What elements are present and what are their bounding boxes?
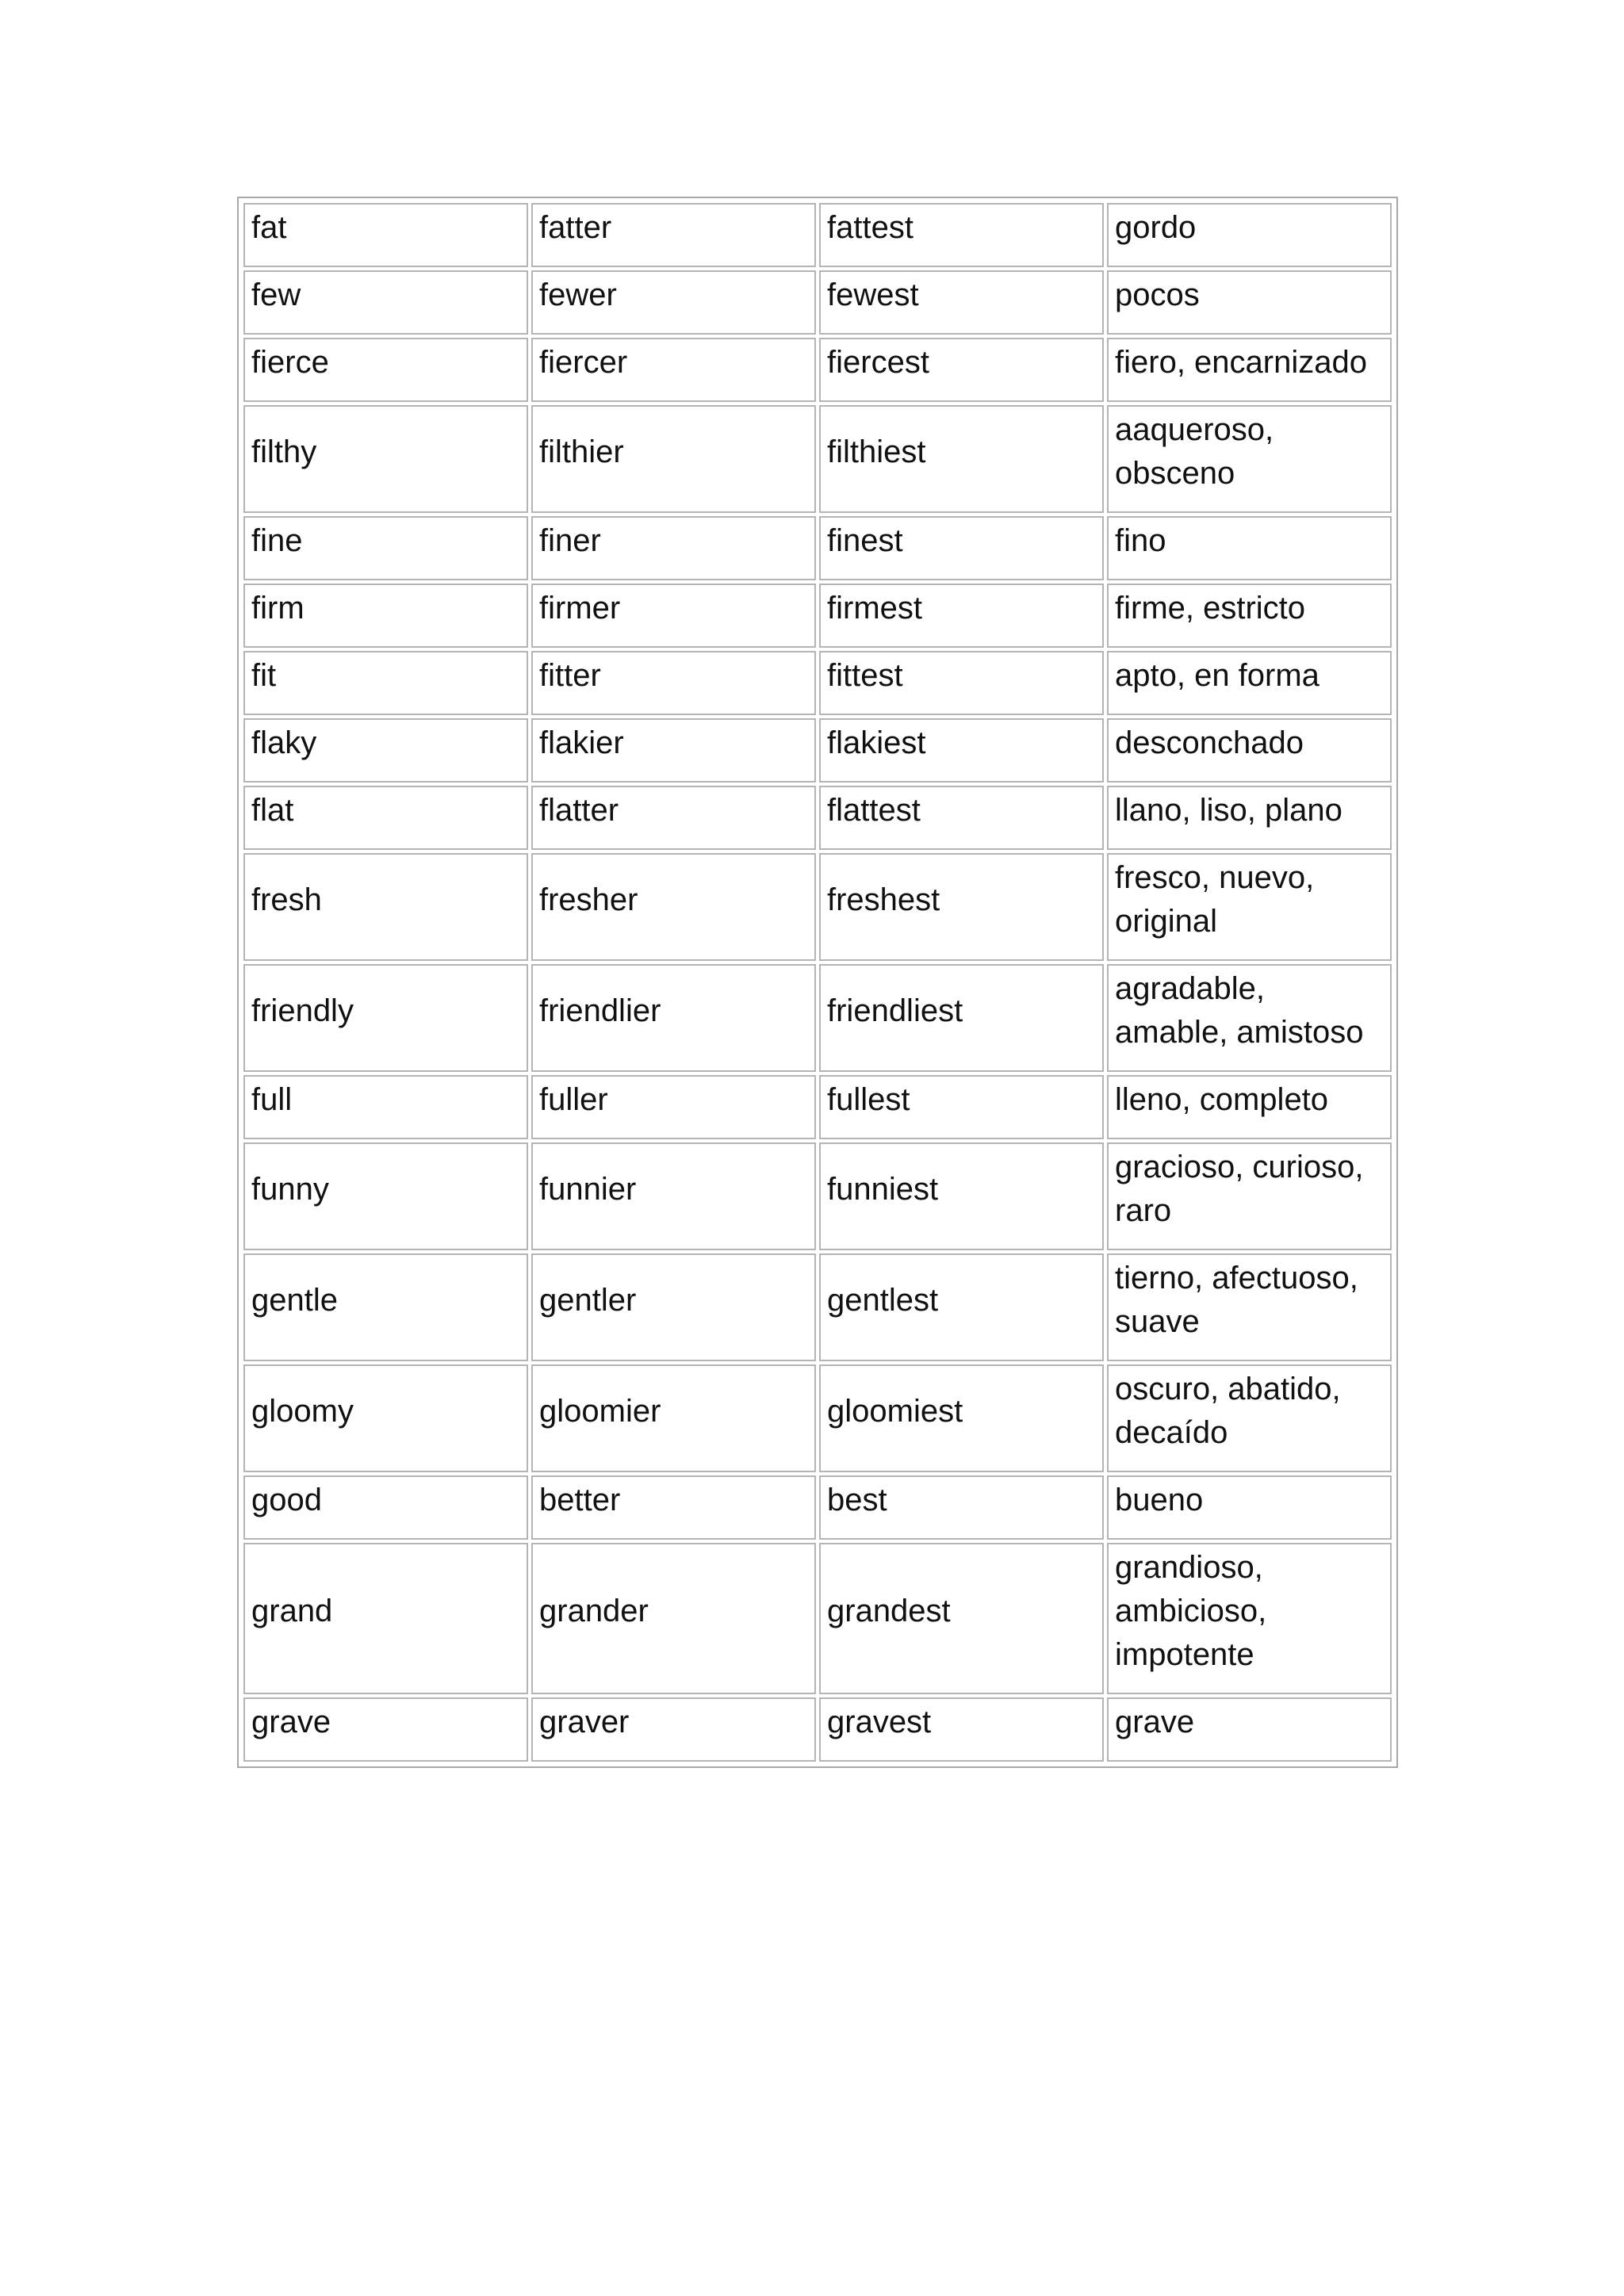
table-cell-comparative: better: [531, 1475, 816, 1540]
table-cell-superlative: fattest: [819, 203, 1104, 267]
table-cell-superlative: firmest: [819, 584, 1104, 648]
table-row: [243, 786, 1392, 850]
table-cell-translation: aaqueroso, obsceno: [1107, 405, 1392, 513]
table-cell-translation: agradable, amable, amistoso: [1107, 964, 1392, 1072]
table-cell-positive: fierce: [243, 338, 528, 402]
table-cell-positive: fresh: [243, 853, 528, 961]
table-row: [243, 516, 1392, 580]
table-row: [243, 338, 1392, 402]
table-row: [243, 203, 1392, 267]
table-row: [243, 964, 1392, 1072]
table-row: [243, 1142, 1392, 1250]
table-cell-superlative: friendliest: [819, 964, 1104, 1072]
table-cell-superlative: fullest: [819, 1075, 1104, 1139]
table-cell-translation: fiero, encarnizado: [1107, 338, 1392, 402]
table-cell-positive: funny: [243, 1142, 528, 1250]
table-cell-translation: gordo: [1107, 203, 1392, 267]
table-cell-superlative: funniest: [819, 1142, 1104, 1250]
table-cell-translation: grave: [1107, 1697, 1392, 1762]
table-body: [243, 203, 1392, 1762]
table-cell-positive: filthy: [243, 405, 528, 513]
table-cell-translation: firme, estricto: [1107, 584, 1392, 648]
table-cell-comparative: fuller: [531, 1075, 816, 1139]
table-cell-comparative: fatter: [531, 203, 816, 267]
adjective-comparison-table: [240, 200, 1395, 1765]
table-cell-translation: llano, liso, plano: [1107, 786, 1392, 850]
table-cell-comparative: gentler: [531, 1253, 816, 1361]
table-cell-superlative: grandest: [819, 1543, 1104, 1694]
table-cell-positive: friendly: [243, 964, 528, 1072]
table-cell-translation: tierno, afectuoso, suave: [1107, 1253, 1392, 1361]
table-row: [243, 1543, 1392, 1694]
table-cell-superlative: flattest: [819, 786, 1104, 850]
table-cell-superlative: gloomiest: [819, 1364, 1104, 1472]
table-cell-translation: bueno: [1107, 1475, 1392, 1540]
table-row: [243, 405, 1392, 513]
table-cell-comparative: graver: [531, 1697, 816, 1762]
table-cell-comparative: flakier: [531, 718, 816, 783]
table-cell-positive: few: [243, 270, 528, 335]
table-cell-superlative: best: [819, 1475, 1104, 1540]
table-cell-positive: good: [243, 1475, 528, 1540]
table-cell-superlative: fittest: [819, 651, 1104, 715]
table-cell-translation: oscuro, abatido, decaído: [1107, 1364, 1392, 1472]
adjective-table-frame: [237, 197, 1398, 1768]
table-cell-superlative: flakiest: [819, 718, 1104, 783]
table-row: [243, 1253, 1392, 1361]
table-row: [243, 1475, 1392, 1540]
table-cell-translation: fresco, nuevo, original: [1107, 853, 1392, 961]
table-cell-positive: grave: [243, 1697, 528, 1762]
table-cell-superlative: gravest: [819, 1697, 1104, 1762]
table-cell-translation: grandioso, ambicioso, impotente: [1107, 1543, 1392, 1694]
table-cell-comparative: fresher: [531, 853, 816, 961]
table-cell-comparative: fiercer: [531, 338, 816, 402]
table-cell-positive: fine: [243, 516, 528, 580]
table-cell-superlative: gentlest: [819, 1253, 1104, 1361]
table-cell-positive: fit: [243, 651, 528, 715]
table-cell-comparative: fitter: [531, 651, 816, 715]
table-cell-comparative: filthier: [531, 405, 816, 513]
table-cell-translation: apto, en forma: [1107, 651, 1392, 715]
table-cell-positive: firm: [243, 584, 528, 648]
table-cell-comparative: funnier: [531, 1142, 816, 1250]
table-cell-translation: pocos: [1107, 270, 1392, 335]
table-cell-superlative: fiercest: [819, 338, 1104, 402]
table-row: [243, 718, 1392, 783]
table-row: [243, 1697, 1392, 1762]
table-cell-translation: desconchado: [1107, 718, 1392, 783]
table-row: [243, 270, 1392, 335]
table-cell-positive: gentle: [243, 1253, 528, 1361]
table-cell-translation: fino: [1107, 516, 1392, 580]
table-cell-translation: lleno, completo: [1107, 1075, 1392, 1139]
table-cell-positive: fat: [243, 203, 528, 267]
table-cell-positive: flat: [243, 786, 528, 850]
table-cell-superlative: fewest: [819, 270, 1104, 335]
table-cell-positive: grand: [243, 1543, 528, 1694]
table-cell-superlative: freshest: [819, 853, 1104, 961]
table-cell-comparative: flatter: [531, 786, 816, 850]
table-cell-translation: gracioso, curioso, raro: [1107, 1142, 1392, 1250]
table-cell-positive: gloomy: [243, 1364, 528, 1472]
table-cell-superlative: filthiest: [819, 405, 1104, 513]
table-row: [243, 853, 1392, 961]
table-cell-comparative: fewer: [531, 270, 816, 335]
table-cell-comparative: friendlier: [531, 964, 816, 1072]
table-cell-comparative: finer: [531, 516, 816, 580]
table-cell-comparative: firmer: [531, 584, 816, 648]
table-cell-positive: full: [243, 1075, 528, 1139]
table-row: [243, 1075, 1392, 1139]
table-cell-superlative: finest: [819, 516, 1104, 580]
table-cell-comparative: gloomier: [531, 1364, 816, 1472]
table-cell-comparative: grander: [531, 1543, 816, 1694]
table-cell-positive: flaky: [243, 718, 528, 783]
table-row: [243, 584, 1392, 648]
table-row: [243, 651, 1392, 715]
table-row: [243, 1364, 1392, 1472]
